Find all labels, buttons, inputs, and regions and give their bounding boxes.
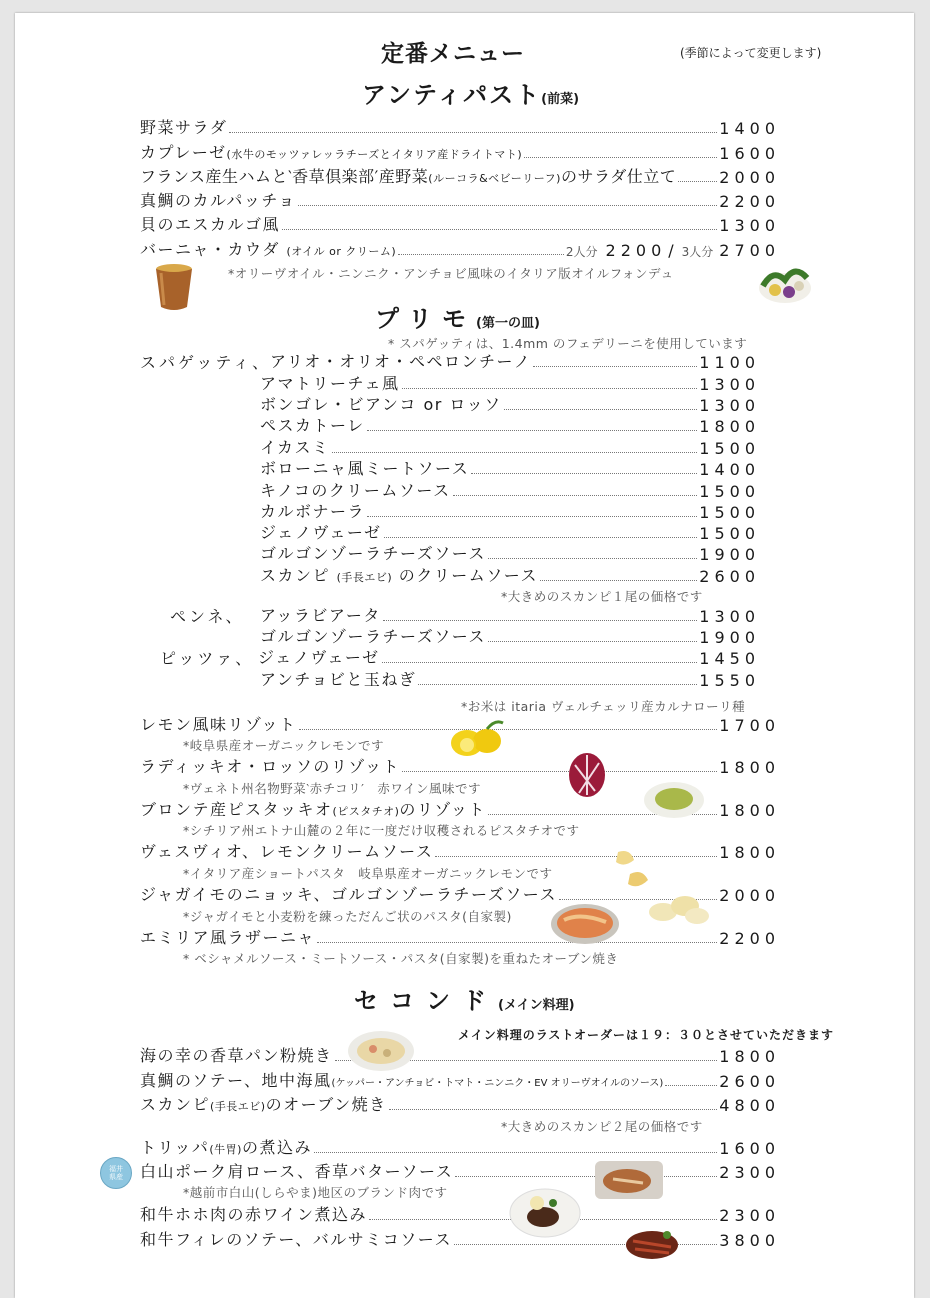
item-note: *イタリア産ショートパスタ 岐阜県産オーガニックレモンです [183, 866, 553, 881]
section-title-antipasto: アンティパスト(前菜) [362, 81, 580, 109]
menu-item: 真鯛のソテー、地中海風(ケッパー・アンチョビ・トマト・ニンニク・EV オリーヴオイルのソース) 2600 [140, 1071, 780, 1091]
beef-cheek-dish-icon [509, 1185, 581, 1239]
menu-item: ジャガイモのニョッキ、ゴルゴンゾーラチーズソース 2000 [140, 885, 780, 905]
secondo-scampi-note: *大きめのスカンピ２尾の価格です [501, 1119, 703, 1134]
menu-item: スカンピ (手長エビ) のクリームソース 2600 [260, 566, 760, 586]
item-note: *ヴェネト州名物野菜‵赤チコリ′ 赤ワイン風味です [183, 781, 482, 796]
lemon-icon [447, 717, 505, 761]
menu-item: アマトリーチェ風 1300 [260, 374, 760, 394]
menu-item: ボローニャ風ミートソース 1400 [260, 459, 760, 479]
bagna-cauda-note: *オリーヴオイル・ニンニク・アンチョビ風味のイタリア版オイルフォンデュ [228, 266, 674, 281]
section-title-primo: プリモ(第一の皿) [375, 305, 540, 333]
radicchio-icon [565, 751, 609, 799]
last-order-note: メイン料理のラストオーダーは１９：３０とさせていただきます [458, 1028, 835, 1042]
menu-item: エミリア風ラザーニャ 2200 [140, 928, 780, 948]
lasagna-icon [550, 902, 620, 946]
section-title-secondo: セコンド(メイン料理) [354, 987, 575, 1015]
penne-label: ペンネ、 [170, 607, 245, 626]
menu-item: ゴルゴンゾーラチーズソース 1900 [260, 544, 760, 564]
menu-page [15, 13, 914, 1298]
menu-item: アッラビアータ 1300 [260, 606, 760, 626]
menu-item-bagna-cauda: バーニャ・カウダ (オイル or クリーム) 2人分 2200 / 3人分 2700 [140, 240, 780, 260]
menu-item: アリオ・オリオ・ペペロンチーノ 1100 [270, 352, 760, 372]
menu-title: 定番メニュー [381, 41, 525, 67]
spaghetti-label: スパゲッティ、 [140, 353, 272, 372]
pork-note: *越前市白山(しらやま)地区のブランド肉です [183, 1185, 448, 1200]
menu-item: ペスカトーレ 1800 [260, 416, 760, 436]
gnocchi-icon [645, 886, 711, 928]
item-note: *岐阜県産オーガニックレモンです [183, 738, 385, 753]
menu-item: スカンピ(手長エビ)のオーブン焼き 4800 [140, 1095, 780, 1115]
menu-item: カルボナーラ 1500 [260, 502, 760, 522]
menu-item: ジェノヴェーゼ 1500 [260, 523, 760, 543]
item-note: *シチリア州エトナ山麓の２年に一度だけ収穫されるピスタチオです [183, 823, 580, 838]
menu-item: 和牛フィレのソテー、バルサミコソース 3800 [140, 1230, 780, 1250]
menu-item: アンチョビと玉ねぎ 1550 [260, 670, 760, 690]
beef-fillet-icon [621, 1221, 683, 1263]
menu-item: 海の幸の香草パン粉焼き 1800 [140, 1046, 780, 1066]
menu-item: カプレーゼ(水牛のモッツァレッラチーズとイタリア産ドライトマト) 1600 [140, 143, 780, 163]
spaghetti-note: * スパゲッティは、1.4mm のフェデリーニを使用しています [388, 336, 748, 351]
menu-item: ゴルゴンゾーラチーズソース 1900 [260, 627, 760, 647]
seasonal-note: (季節によって変更します) [680, 46, 822, 60]
menu-item: ラディッキオ・ロッソのリゾット 1800 [140, 757, 780, 777]
menu-item: フランス産生ハムと‵香草倶楽部′産野菜(ルーコラ&ベビーリーフ)のサラダ仕立て 2000 [140, 167, 780, 187]
pistachio-risotto-icon [643, 780, 705, 820]
rice-note: *お米は itaria ヴェルチェッリ産カルナローリ種 [461, 699, 746, 714]
fukui-badge-icon: 福井県産 [100, 1157, 132, 1189]
menu-item: トリッパ(牛胃)の煮込み 1600 [140, 1138, 780, 1158]
menu-item: イカスミ 1500 [260, 438, 760, 458]
menu-item: 和牛ホホ肉の赤ワイン煮込み 2300 [140, 1205, 780, 1225]
menu-item: 貝のエスカルゴ風 1300 [140, 215, 780, 235]
pizzoccheri-label: ピッツァ、 [160, 649, 255, 668]
menu-item: ジェノヴェーゼ 1450 [258, 648, 760, 668]
scampi-note: *大きめのスカンピ１尾の価格です [501, 589, 703, 604]
seafood-gratin-icon [347, 1029, 415, 1073]
menu-item: ボンゴレ・ビアンコ or ロッソ 1300 [260, 395, 760, 415]
item-note: *ジャガイモと小麦粉を練っただんご状のパスタ(自家製) [183, 909, 512, 924]
menu-item: 野菜サラダ 1400 [140, 118, 780, 138]
pork-dish-icon [593, 1159, 665, 1201]
menu-item: ブロンテ産ピスタッキオ(ピスタチオ)のリゾット 1800 [140, 800, 780, 820]
menu-item: ヴェスヴィオ、レモンクリームソース 1800 [140, 842, 780, 862]
item-note: * ベシャメルソース・ミートソース・パスタ(自家製)を重ねたオーブン焼き [183, 951, 619, 966]
menu-item: 白山ポーク肩ロース、香草バターソース 2300 [140, 1162, 780, 1182]
bagna-cauda-pot-icon [153, 261, 195, 313]
menu-item: レモン風味リゾット 1700 [140, 715, 780, 735]
vegetables-icon [755, 260, 813, 306]
menu-item: キノコのクリームソース 1500 [260, 481, 760, 501]
menu-item: 真鯛のカルパッチョ 2200 [140, 191, 780, 211]
